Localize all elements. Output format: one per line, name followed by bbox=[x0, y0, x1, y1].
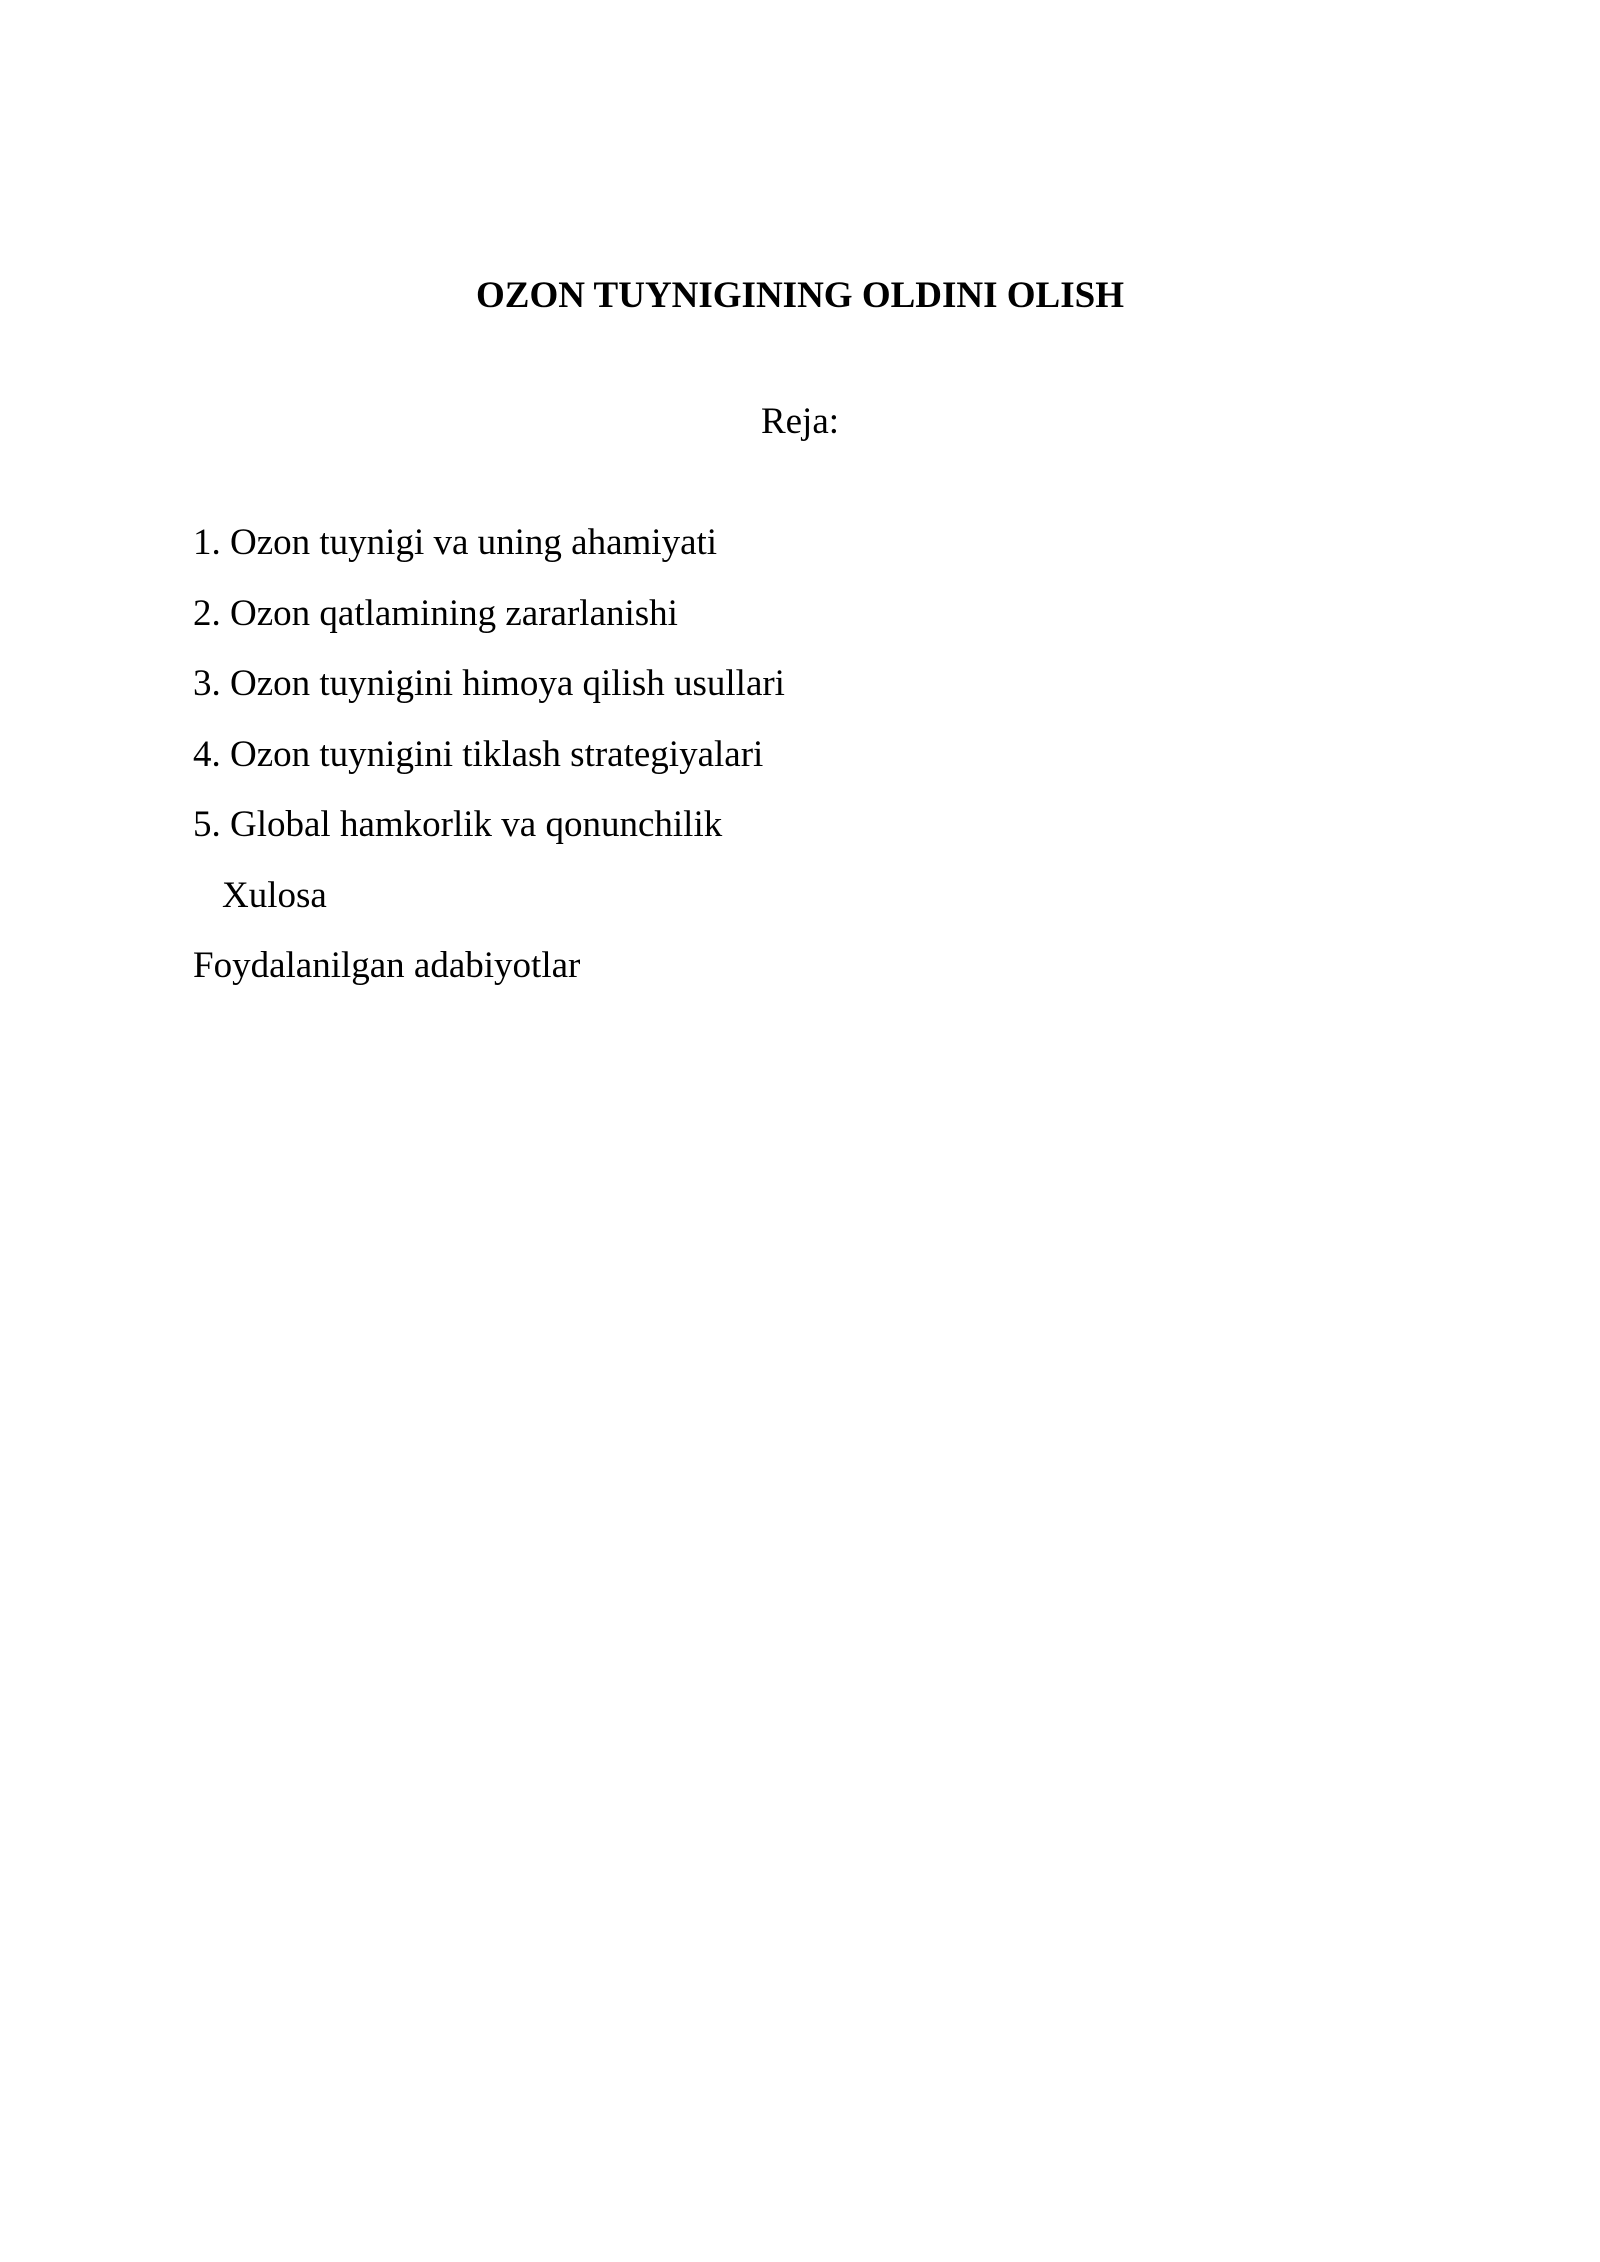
plan-item-3: 3. Ozon tuynigini himoya qilish usullari bbox=[193, 663, 785, 704]
plan-list bbox=[193, 519, 785, 1013]
plan-item-4: 4. Ozon tuynigini tiklash strategiyalari bbox=[193, 733, 764, 775]
plan-heading: Reja: bbox=[760, 401, 840, 442]
plan-item-references: Foydalanilgan adabiyotlar bbox=[193, 945, 581, 986]
plan-item-5: 5. Global hamkorlik va qonunchilik bbox=[193, 804, 723, 845]
plan-item-1: 1. Ozon tuynigi va uning ahamiyati bbox=[193, 522, 718, 563]
document-title: OZON TUYNIGINING OLDINI OLISH bbox=[476, 275, 1124, 316]
plan-item-conclusion: Xulosa bbox=[222, 874, 327, 916]
plan-item-2: 2. Ozon qatlamining zararlanishi bbox=[193, 592, 678, 634]
